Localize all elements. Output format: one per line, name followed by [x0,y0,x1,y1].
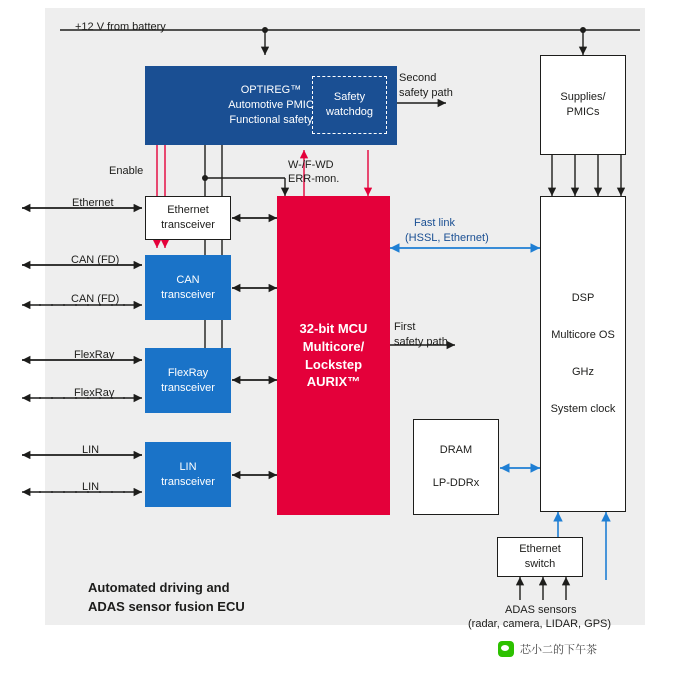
ethernet-switch-line2: switch [524,558,556,570]
label-enable: Enable [109,165,144,177]
safety-watchdog-line2: watchdog [325,106,374,118]
label-lin-2: LIN [82,481,100,493]
mcu-line3: Lockstep [304,356,363,372]
soc-line2: Multicore OS [551,329,615,342]
mcu-line2: Multicore/ [302,338,365,354]
block-dram[interactable] [413,419,499,515]
soc-line1: DSP [571,292,595,305]
label-adas-sensors-line1: ADAS sensors [505,604,577,616]
label-flexray-2: FlexRay [74,387,115,399]
label-first-safety-path-line1: First [394,321,416,333]
ethernet-transceiver-line1: Ethernet [167,204,209,217]
label-adas-sensors-line2: (radar, camera, LIDAR, GPS) [468,618,612,630]
label-second-safety-path-line2: safety path [399,87,453,99]
label-fast-link-line1: Fast link [414,217,455,229]
flexray-transceiver-line1: FlexRay [167,366,209,379]
lin-transceiver-line2: transceiver [161,475,215,488]
pmic-line1: OPTIREG™ [240,84,302,97]
can-transceiver-line2: transceiver [161,288,215,301]
can-transceiver-line1: CAN [176,273,200,286]
label-second-safety-path-line1: Second [399,72,437,84]
soc-line3: GHz [572,366,594,378]
panel-title-line1: Automated driving and [88,580,230,595]
flexray-transceiver-line2: transceiver [161,381,215,394]
label-first-safety-path-line2: safety path [394,336,448,348]
watermark-text: 芯小二的下午茶 [520,644,597,656]
label-can-fd-2: CAN (FD) [71,293,120,305]
ethernet-transceiver-line2: transceiver [161,219,215,231]
block-mcu-aurix[interactable] [277,196,390,515]
panel-title-line2: ADAS sensor fusion ECU [88,599,245,614]
wechat-icon [498,641,514,657]
block-supplies-pmics[interactable] [540,55,626,155]
block-ethernet-transceiver[interactable] [145,196,231,240]
label-fast-link-line2: (HSSL, Ethernet) [405,232,489,244]
soc-line4: System clock [550,402,616,415]
lin-transceiver-line1: LIN [179,460,197,473]
label-ethernet: Ethernet [72,197,114,209]
label-wfwd-line1: W-/F-WD [288,159,334,171]
supplies-line1: Supplies/ [560,91,606,104]
block-can-transceiver[interactable] [145,255,231,320]
label-lin-1: LIN [82,444,100,456]
label-flexray-1: FlexRay [74,349,115,361]
mcu-line4: AURIX™ [306,374,361,390]
watermark [498,641,597,657]
block-safety-watchdog[interactable] [312,76,387,134]
label-battery: +12 V from battery [75,21,166,33]
pmic-line2: Automotive PMIC [228,99,314,112]
label-can-fd-1: CAN (FD) [71,254,120,266]
ethernet-switch-line1: Ethernet [519,543,561,556]
supplies-line2: PMICs [566,106,600,118]
block-flexray-transceiver[interactable] [145,348,231,413]
label-wfwd-line2: ERR-mon. [288,173,340,185]
dram-line1: DRAM [439,444,473,457]
block-lin-transceiver[interactable] [145,442,231,507]
block-ethernet-switch[interactable] [497,537,583,577]
mcu-line1: 32-bit MCU [299,321,368,337]
safety-watchdog-line1: Safety [333,91,366,104]
pmic-line3: Functional safety [229,113,313,126]
dram-line2: LP-DDRx [432,477,480,489]
block-soc[interactable] [540,196,626,512]
